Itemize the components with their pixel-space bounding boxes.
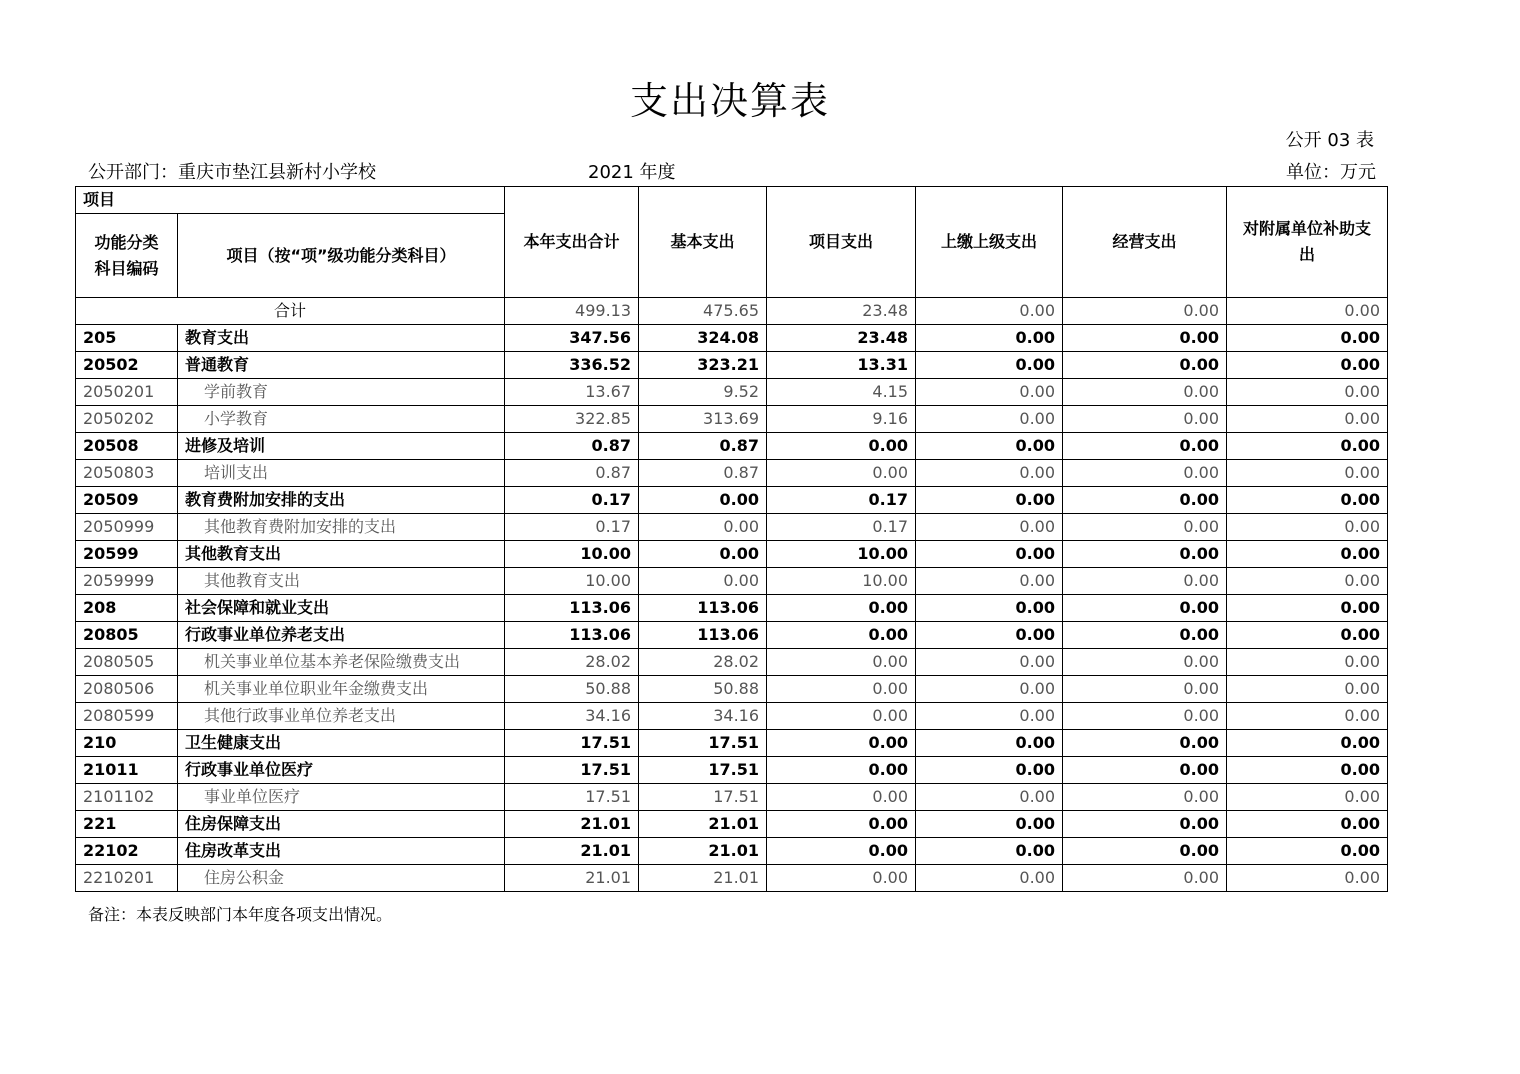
row-value: 0.87 <box>505 460 639 487</box>
row-value: 0.00 <box>1227 514 1388 541</box>
row-name: 机关事业单位基本养老保险缴费支出 <box>178 649 505 676</box>
row-value: 0.00 <box>916 784 1063 811</box>
row-code: 2210201 <box>76 865 178 892</box>
row-value: 0.00 <box>1227 379 1388 406</box>
row-code: 20502 <box>76 352 178 379</box>
row-code: 20599 <box>76 541 178 568</box>
row-value: 9.52 <box>639 379 767 406</box>
header-basic: 基本支出 <box>639 187 767 298</box>
row-value: 0.00 <box>1227 487 1388 514</box>
row-value: 0.00 <box>767 784 916 811</box>
row-name: 行政事业单位医疗 <box>178 757 505 784</box>
total-cell: 475.65 <box>639 298 767 325</box>
total-cell: 23.48 <box>767 298 916 325</box>
header-total: 本年支出合计 <box>505 187 639 298</box>
row-value: 0.00 <box>916 352 1063 379</box>
row-value: 0.00 <box>1063 487 1227 514</box>
row-value: 0.00 <box>1063 757 1227 784</box>
row-value: 0.00 <box>916 811 1063 838</box>
row-value: 0.00 <box>767 622 916 649</box>
row-value: 21.01 <box>505 865 639 892</box>
row-value: 0.00 <box>1063 325 1227 352</box>
row-value: 17.51 <box>505 757 639 784</box>
row-value: 113.06 <box>639 595 767 622</box>
form-number: 公开 03 表 <box>1285 130 1374 151</box>
row-code: 2080599 <box>76 703 178 730</box>
row-code: 22102 <box>76 838 178 865</box>
row-name: 机关事业单位职业年金缴费支出 <box>178 676 505 703</box>
row-value: 0.00 <box>916 325 1063 352</box>
row-value: 0.00 <box>916 838 1063 865</box>
row-value: 0.00 <box>1063 595 1227 622</box>
row-value: 0.00 <box>1063 784 1227 811</box>
total-cell: 0.00 <box>916 298 1063 325</box>
table-row <box>76 784 1388 811</box>
row-value: 10.00 <box>505 541 639 568</box>
row-value: 0.00 <box>639 541 767 568</box>
table-row <box>76 703 1388 730</box>
row-value: 34.16 <box>639 703 767 730</box>
row-value: 0.00 <box>1063 568 1227 595</box>
row-value: 10.00 <box>767 568 916 595</box>
row-value: 0.00 <box>1227 811 1388 838</box>
table-row <box>76 595 1388 622</box>
row-value: 347.56 <box>505 325 639 352</box>
header-business: 经营支出 <box>1063 187 1227 298</box>
footnote: 备注：本表反映部门本年度各项支出情况。 <box>88 905 393 924</box>
row-value: 0.00 <box>1063 811 1227 838</box>
table-row <box>76 406 1388 433</box>
row-value: 0.00 <box>1227 568 1388 595</box>
row-name: 行政事业单位养老支出 <box>178 622 505 649</box>
row-value: 113.06 <box>505 595 639 622</box>
row-name: 事业单位医疗 <box>178 784 505 811</box>
table-row <box>76 541 1388 568</box>
row-value: 0.00 <box>1227 676 1388 703</box>
table-row <box>76 757 1388 784</box>
row-value: 0.87 <box>639 433 767 460</box>
row-value: 0.00 <box>639 514 767 541</box>
header-project-expenditure: 项目支出 <box>767 187 916 298</box>
row-value: 0.00 <box>639 487 767 514</box>
row-value: 0.00 <box>767 433 916 460</box>
row-value: 0.00 <box>916 541 1063 568</box>
row-value: 21.01 <box>505 811 639 838</box>
table-row <box>76 568 1388 595</box>
row-value: 324.08 <box>639 325 767 352</box>
row-value: 0.00 <box>916 649 1063 676</box>
row-value: 0.00 <box>1227 703 1388 730</box>
fiscal-year: 2021 年度 <box>588 162 676 183</box>
row-value: 0.17 <box>767 514 916 541</box>
row-name: 其他行政事业单位养老支出 <box>178 703 505 730</box>
row-value: 322.85 <box>505 406 639 433</box>
row-value: 0.17 <box>505 487 639 514</box>
row-name: 住房保障支出 <box>178 811 505 838</box>
row-value: 0.00 <box>1227 622 1388 649</box>
row-value: 0.00 <box>916 622 1063 649</box>
unit-label: 单位：万元 <box>1286 162 1376 183</box>
row-code: 2101102 <box>76 784 178 811</box>
row-value: 0.00 <box>916 514 1063 541</box>
row-value: 0.00 <box>1063 406 1227 433</box>
row-value: 0.00 <box>1063 730 1227 757</box>
row-value: 0.00 <box>767 460 916 487</box>
row-value: 17.51 <box>505 730 639 757</box>
table-body <box>76 298 1388 892</box>
row-value: 0.00 <box>1063 379 1227 406</box>
row-value: 0.00 <box>1227 730 1388 757</box>
total-label: 合计 <box>76 298 505 325</box>
row-value: 0.17 <box>505 514 639 541</box>
row-value: 21.01 <box>639 865 767 892</box>
row-name: 普通教育 <box>178 352 505 379</box>
row-value: 0.00 <box>767 865 916 892</box>
row-name: 学前教育 <box>178 379 505 406</box>
row-value: 313.69 <box>639 406 767 433</box>
row-value: 13.67 <box>505 379 639 406</box>
row-value: 0.00 <box>916 865 1063 892</box>
department-label: 公开部门：重庆市垫江县新村小学校 <box>88 162 376 183</box>
total-cell: 499.13 <box>505 298 639 325</box>
row-value: 0.87 <box>505 433 639 460</box>
row-value: 0.00 <box>1063 649 1227 676</box>
row-value: 0.00 <box>767 595 916 622</box>
header-item-name: 项目（按“项”级功能分类科目） <box>178 214 505 298</box>
row-value: 17.51 <box>639 730 767 757</box>
row-name: 其他教育费附加安排的支出 <box>178 514 505 541</box>
row-value: 0.00 <box>1227 649 1388 676</box>
row-value: 0.00 <box>767 676 916 703</box>
row-name: 其他教育支出 <box>178 568 505 595</box>
table-row <box>76 865 1388 892</box>
page-title: 支出决算表 <box>629 79 830 123</box>
row-value: 0.00 <box>1063 433 1227 460</box>
row-name: 社会保障和就业支出 <box>178 595 505 622</box>
row-value: 28.02 <box>505 649 639 676</box>
row-value: 17.51 <box>639 757 767 784</box>
row-value: 0.00 <box>1227 352 1388 379</box>
table-row <box>76 622 1388 649</box>
row-code: 2050201 <box>76 379 178 406</box>
row-name: 住房公积金 <box>178 865 505 892</box>
row-value: 21.01 <box>639 838 767 865</box>
row-value: 0.00 <box>1227 757 1388 784</box>
row-value: 0.00 <box>916 433 1063 460</box>
header-subsidiary: 对附属单位补助支出 <box>1227 187 1388 298</box>
row-code: 2059999 <box>76 568 178 595</box>
row-name: 卫生健康支出 <box>178 730 505 757</box>
row-value: 10.00 <box>767 541 916 568</box>
row-value: 0.00 <box>1227 541 1388 568</box>
row-value: 0.00 <box>1063 352 1227 379</box>
row-code: 221 <box>76 811 178 838</box>
row-value: 21.01 <box>505 838 639 865</box>
row-value: 9.16 <box>767 406 916 433</box>
table-row <box>76 514 1388 541</box>
header-project: 项目 <box>76 187 505 214</box>
row-value: 0.00 <box>767 757 916 784</box>
table-row <box>76 811 1388 838</box>
row-code: 20508 <box>76 433 178 460</box>
row-value: 23.48 <box>767 325 916 352</box>
row-value: 50.88 <box>505 676 639 703</box>
row-code: 205 <box>76 325 178 352</box>
row-value: 0.00 <box>1227 865 1388 892</box>
table-row <box>76 730 1388 757</box>
row-name: 小学教育 <box>178 406 505 433</box>
row-value: 0.00 <box>916 568 1063 595</box>
row-value: 0.00 <box>1063 541 1227 568</box>
row-name: 教育费附加安排的支出 <box>178 487 505 514</box>
row-value: 0.00 <box>1063 460 1227 487</box>
row-code: 2050999 <box>76 514 178 541</box>
row-value: 0.00 <box>1063 676 1227 703</box>
row-value: 13.31 <box>767 352 916 379</box>
row-value: 0.00 <box>916 487 1063 514</box>
table-row <box>76 325 1388 352</box>
table-row <box>76 487 1388 514</box>
row-name: 进修及培训 <box>178 433 505 460</box>
row-value: 0.00 <box>1227 460 1388 487</box>
row-value: 0.00 <box>1063 703 1227 730</box>
row-value: 0.00 <box>916 703 1063 730</box>
header-code: 功能分类科目编码 <box>76 214 178 298</box>
row-value: 0.00 <box>1227 406 1388 433</box>
row-value: 28.02 <box>639 649 767 676</box>
row-code: 2050803 <box>76 460 178 487</box>
row-value: 0.00 <box>639 568 767 595</box>
row-value: 0.00 <box>916 379 1063 406</box>
row-value: 34.16 <box>505 703 639 730</box>
expenditure-table <box>75 186 1388 892</box>
row-name: 培训支出 <box>178 460 505 487</box>
row-value: 0.87 <box>639 460 767 487</box>
table-row <box>76 460 1388 487</box>
row-value: 4.15 <box>767 379 916 406</box>
row-code: 2050202 <box>76 406 178 433</box>
row-value: 0.00 <box>1227 595 1388 622</box>
report-meta <box>88 158 1376 184</box>
row-value: 17.51 <box>505 784 639 811</box>
row-code: 208 <box>76 595 178 622</box>
row-code: 20509 <box>76 487 178 514</box>
row-value: 0.00 <box>767 730 916 757</box>
row-value: 0.00 <box>1227 838 1388 865</box>
table-row <box>76 379 1388 406</box>
table-row <box>76 649 1388 676</box>
row-name: 其他教育支出 <box>178 541 505 568</box>
row-value: 0.00 <box>1227 784 1388 811</box>
row-code: 2080505 <box>76 649 178 676</box>
total-cell: 0.00 <box>1063 298 1227 325</box>
row-value: 21.01 <box>639 811 767 838</box>
header-upper-remittance: 上缴上级支出 <box>916 187 1063 298</box>
row-value: 0.00 <box>916 460 1063 487</box>
row-code: 210 <box>76 730 178 757</box>
row-value: 0.00 <box>767 703 916 730</box>
row-value: 0.00 <box>767 811 916 838</box>
row-value: 0.00 <box>1063 622 1227 649</box>
row-value: 0.00 <box>916 595 1063 622</box>
total-cell: 0.00 <box>1227 298 1388 325</box>
row-value: 0.00 <box>916 757 1063 784</box>
row-value: 50.88 <box>639 676 767 703</box>
row-value: 113.06 <box>505 622 639 649</box>
row-code: 20805 <box>76 622 178 649</box>
row-value: 0.00 <box>1063 838 1227 865</box>
row-value: 0.00 <box>916 676 1063 703</box>
row-value: 113.06 <box>639 622 767 649</box>
row-value: 0.00 <box>767 838 916 865</box>
table-row <box>76 433 1388 460</box>
row-code: 21011 <box>76 757 178 784</box>
row-value: 0.00 <box>1063 865 1227 892</box>
table-row <box>76 352 1388 379</box>
row-name: 教育支出 <box>178 325 505 352</box>
row-value: 0.00 <box>916 730 1063 757</box>
row-value: 0.00 <box>1063 514 1227 541</box>
row-value: 17.51 <box>639 784 767 811</box>
row-value: 0.00 <box>916 406 1063 433</box>
row-value: 10.00 <box>505 568 639 595</box>
row-value: 336.52 <box>505 352 639 379</box>
table-row <box>76 676 1388 703</box>
total-row <box>76 298 1388 325</box>
row-code: 2080506 <box>76 676 178 703</box>
row-value: 0.17 <box>767 487 916 514</box>
row-value: 0.00 <box>767 649 916 676</box>
row-value: 0.00 <box>1227 433 1388 460</box>
row-name: 住房改革支出 <box>178 838 505 865</box>
row-value: 0.00 <box>1227 325 1388 352</box>
row-value: 323.21 <box>639 352 767 379</box>
table-row <box>76 838 1388 865</box>
